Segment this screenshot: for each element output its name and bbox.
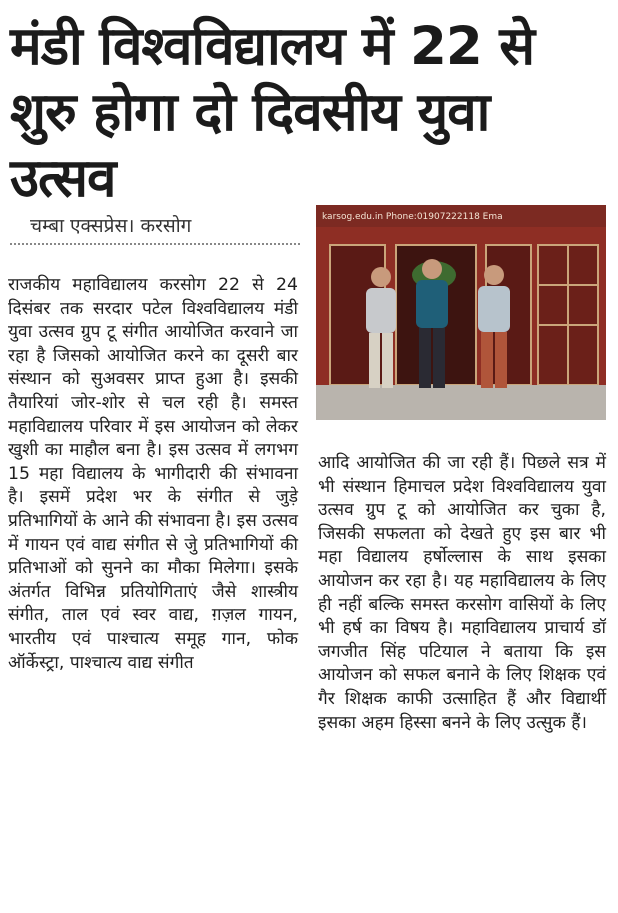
article-column-right: आदि आयोजित की जा रही हैं। पिछले सत्र में भी संस्थान हिमाचल प्रदेश विश्वविद्यालय युवा उत्सव ग्रुप टू को आयोजित कर चुका है, जिसकी सफलता को देखते हुए इस बार भी महा विद्यालय हर्षोल्लास के साथ इसका आयोजन कर रहा है। यह महाविद्यालय के लिए ही नहीं बल्कि समस्त करसोग वासियों के लिए भी हर्ष का विषय है। महाविद्यालय प्राचार्य डॉ जगजीत सिंह पटियाल ने बताया कि इस आयोजन को सफल बनाने के लिए शिक्षक एवं गैर शिक्षक काफी उत्साहित हैं और विद्यार्थी इसका अहम हिस्सा बनने के लिए उत्सुक हैं। bbox=[318, 453, 606, 733]
byline: चम्बा एक्सप्रेस। करसोग bbox=[30, 215, 192, 237]
photo-watermark: karsog.edu.in Phone:01907222118 Ema bbox=[322, 212, 503, 222]
byline-divider bbox=[10, 243, 300, 245]
photo-illustration bbox=[316, 205, 606, 420]
headline: मंडी विश्वविद्यालय में 22 से शुरु होगा दो दिवसीय युवा उत्सव bbox=[10, 16, 535, 209]
article-column-left: राजकीय महाविद्यालय करसोग 22 से 24 दिसंबर तक सरदार पटेल विश्वविद्यालय मंडी युवा उत्सव ग्रुप टू संगीत आयोजित करवाने जा रहा है जिसको आयोजित करने का दूसरी बार संस्थान को सुअवसर प्राप्त हुआ है। इसकी तैयारियां जोर-शोर से चल रही है। समस्त महाविद्यालय परिवार में इस आयोजन को लेकर खुशी का माहौल बना है। इस उत्सव में लगभग 15 महा विद्यालय के भागीदारी की संभावना है। इसमें प्रदेश भर के संगीत से जुड़े प्रतिभागियों के आने की संभावना है। इस उत्सव में गायन एवं वाद्य संगीत से जुे प्रतिभागियों की प्रतिभाओं को सुनने का मौका मिलेगा। इसके अंतर्गत विभिन्न प्रतियोगिताएं जैसे शास्त्रीय संगीत, ताल एवं स्वर वाद्य, ग़ज़ल गायन, भारतीय एवं पाश्चात्य समूह गान, फोक ऑर्केस्ट्रा, पाश्चात्य वाद्य संगीत bbox=[8, 275, 298, 673]
news-photo bbox=[316, 205, 606, 420]
